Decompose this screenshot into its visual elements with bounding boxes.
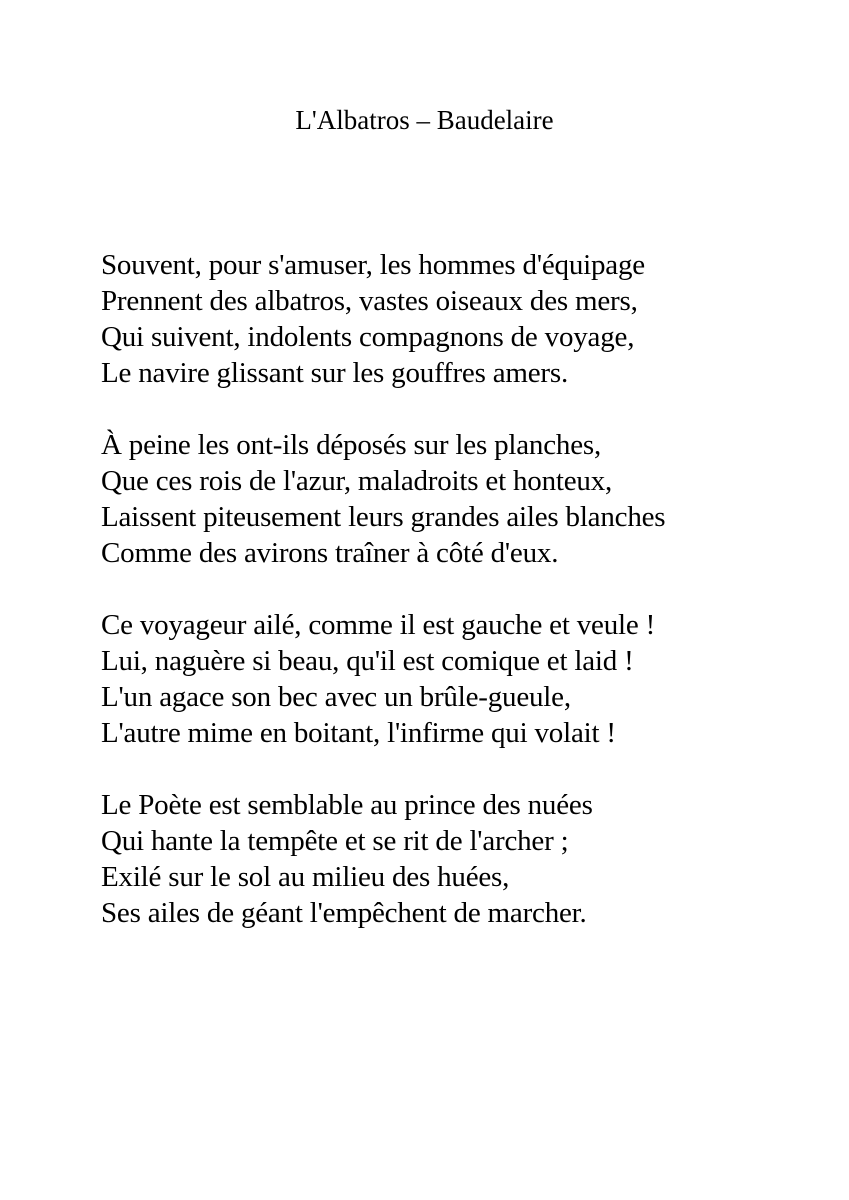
stanza-1: [101, 247, 821, 391]
poem-line: L'un agace son bec avec un brûle-gueule,: [101, 681, 571, 713]
poem-line: Que ces rois de l'azur, maladroits et honteux,: [101, 465, 613, 497]
poem-line: Prennent des albatros, vastes oiseaux des mers,: [101, 285, 638, 317]
poem-line: À peine les ont-ils déposés sur les planches,: [101, 429, 602, 461]
poem-line: Le Poète est semblable au prince des nuées: [101, 789, 593, 821]
poem-line: Ses ailes de géant l'empêchent de marcher.: [101, 897, 587, 929]
poem-line: Exilé sur le sol au milieu des huées,: [101, 861, 510, 893]
stanza-3: [101, 607, 821, 751]
poem-line: Laissent piteusement leurs grandes ailes blanches: [101, 501, 666, 533]
poem-line: Ce voyageur ailé, comme il est gauche et veule !: [101, 609, 656, 641]
stanza-4: [101, 787, 821, 931]
poem-line: Le navire glissant sur les gouffres amers.: [101, 357, 569, 389]
poem-line: Lui, naguère si beau, qu'il est comique et laid !: [101, 645, 634, 677]
poem-line: Souvent, pour s'amuser, les hommes d'équipage: [101, 249, 645, 281]
poem-line: L'autre mime en boitant, l'infirme qui volait !: [101, 717, 616, 749]
poem-body: [101, 247, 821, 967]
poem-title: L'Albatros – Baudelaire: [295, 105, 554, 135]
poem-line: Qui hante la tempête et se rit de l'archer ;: [101, 825, 569, 857]
poem-line: Comme des avirons traîner à côté d'eux.: [101, 537, 559, 569]
stanza-2: [101, 427, 821, 571]
poem-line: Qui suivent, indolents compagnons de voyage,: [101, 321, 635, 353]
